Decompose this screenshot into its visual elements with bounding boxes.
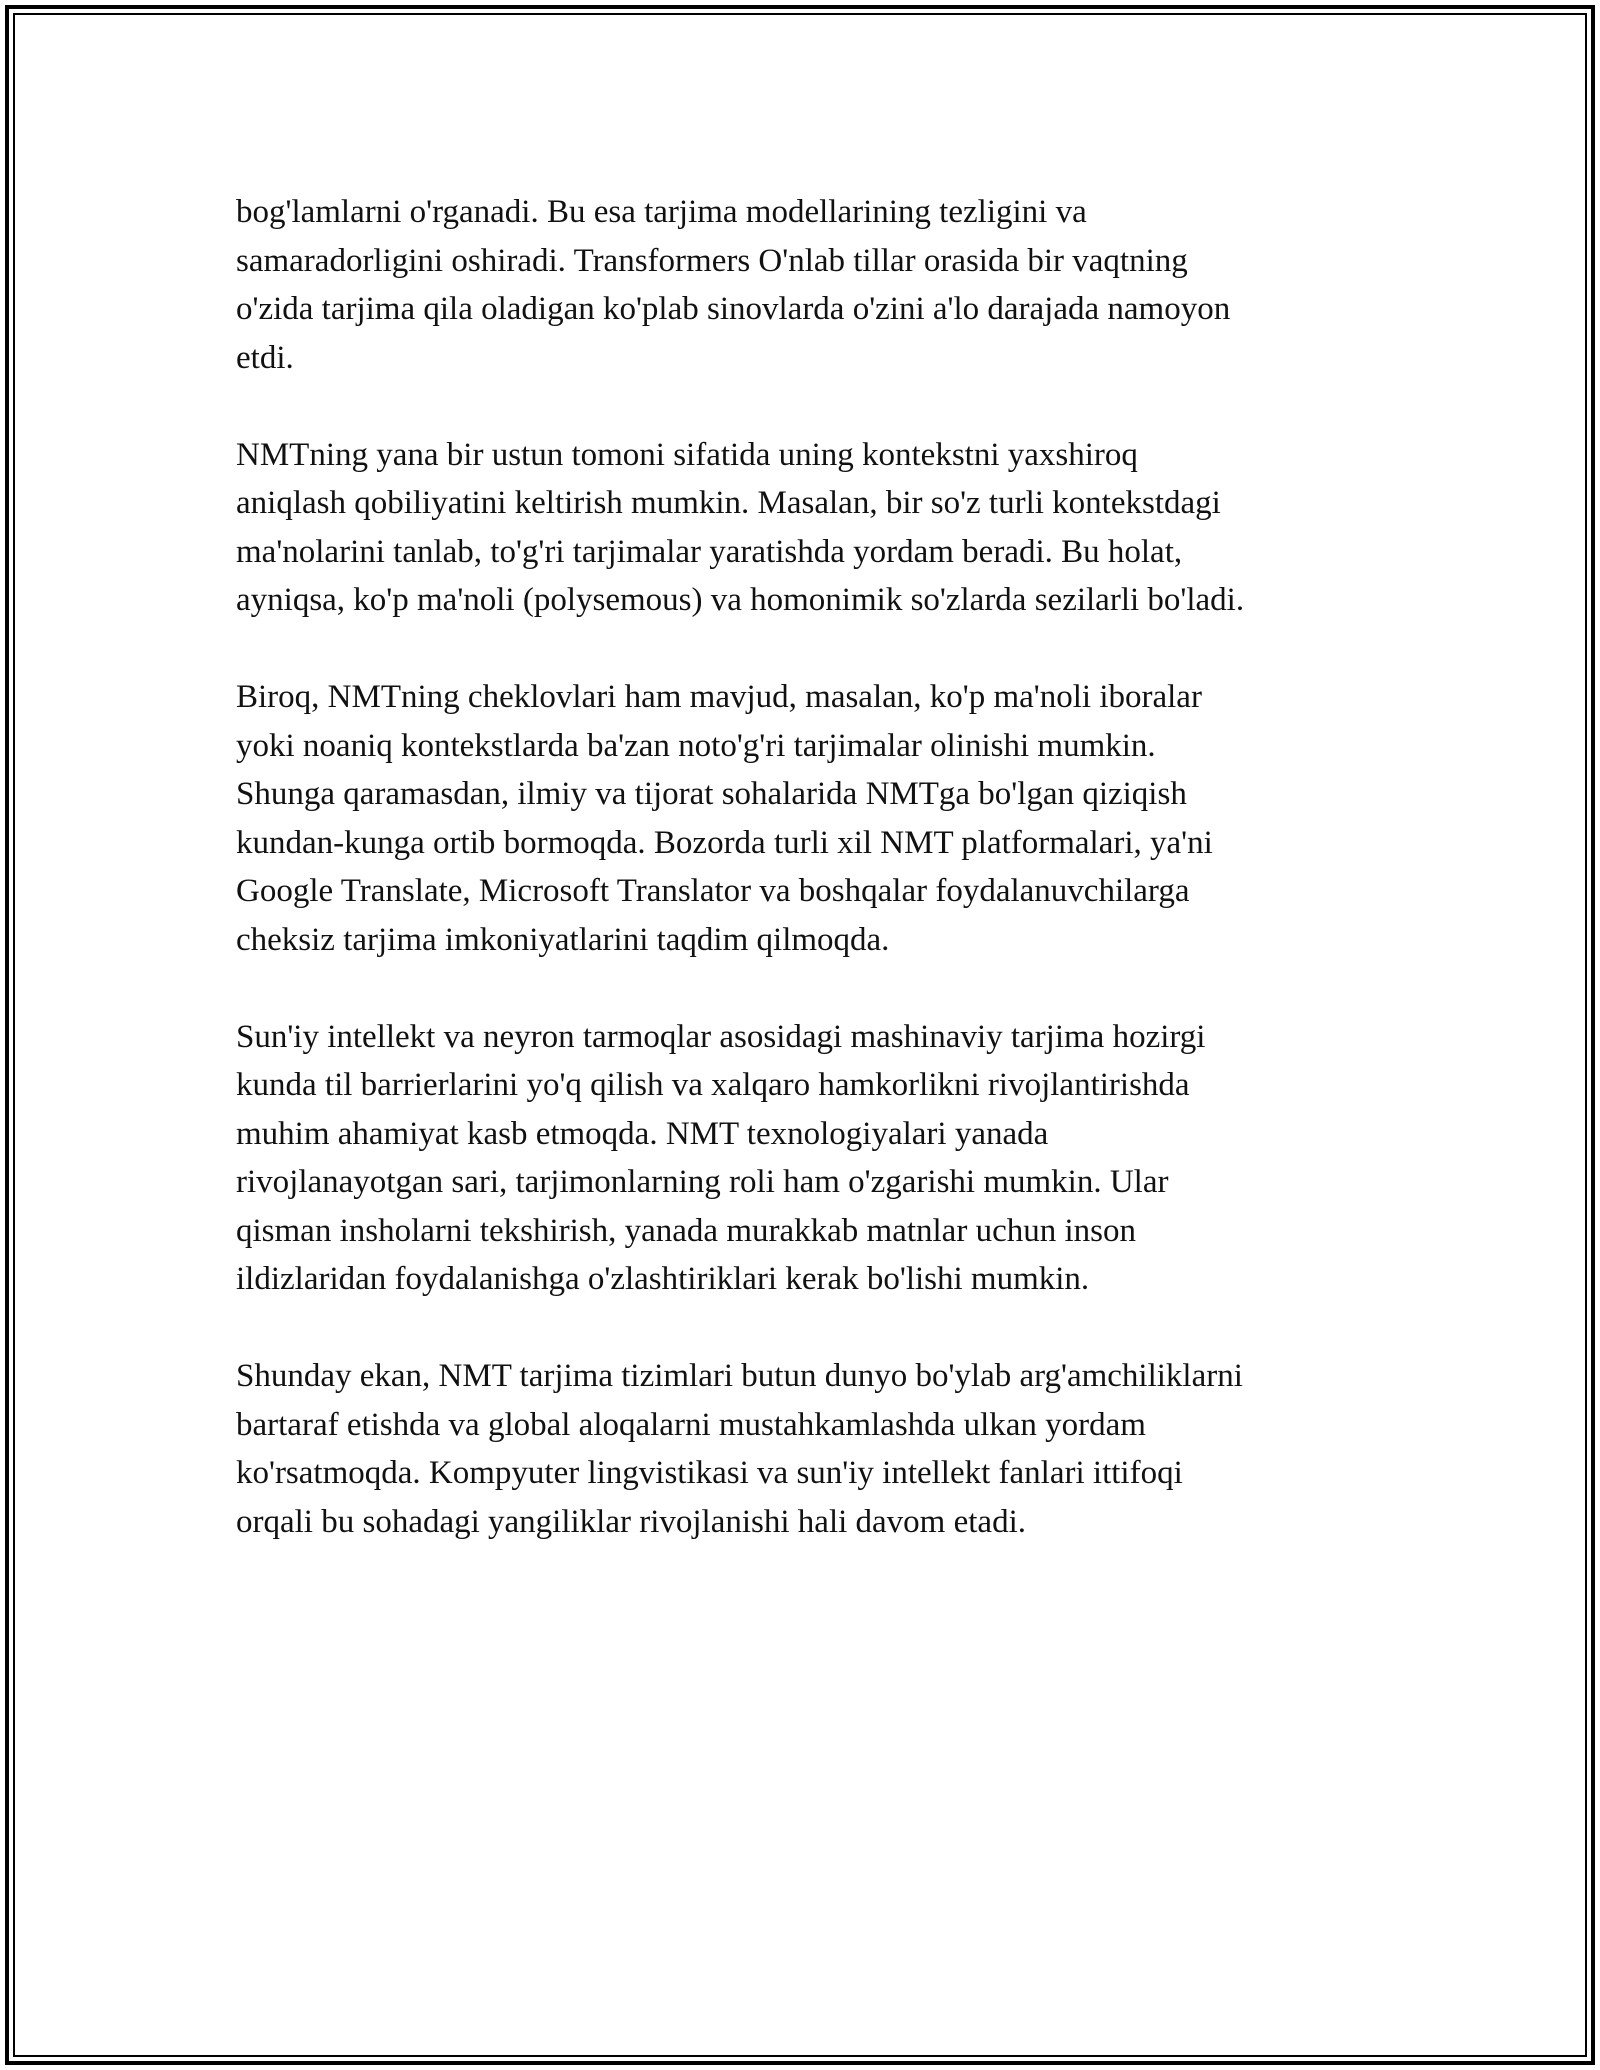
- paragraph-5: Shunday ekan, NMT tarjima tizimlari butun dunyo bo'ylab arg'amchiliklarni bartaraf etishda va global aloqalarni mustahkamlashda ulkan yordam ko'rsatmoqda. Kompyuter lingvistikasi va sun'iy intellekt fanlari ittifoqi orqali bu sohadagi yangiliklar rivojlanishi hali davom etadi.: [236, 1358, 1243, 1540]
- paragraph-1: bog'lamlarni o'rganadi. Bu esa tarjima modellarining tezligini va samaradorligini oshiradi. Transformers O'nlab tillar orasida bir vaqtning o'zida tarjima qila oladigan ko'plab sinovlarda o'zini a'lo darajada namoyon etdi.: [236, 194, 1231, 376]
- document-body: [236, 188, 1376, 1595]
- paragraph-2: NMTning yana bir ustun tomoni sifatida uning kontekstni yaxshiroq aniqlash qobiliyatini keltirish mumkin. Masalan, bir so'z turli kontekstdagi ma'nolarini tanlab, to'g'ri tarjimalar yaratishda yordam beradi. Bu holat, ayniqsa, ko'p ma'noli (polysemous) va homonimik so'zlarda sezilarli bo'ladi.: [236, 436, 1245, 618]
- paragraph-3: Biroq, NMTning cheklovlari ham mavjud, masalan, ko'p ma'noli iboralar yoki noaniq kontekstlarda ba'zan noto'g'ri tarjimalar olinishi mumkin. Shunga qaramasdan, ilmiy va tijorat sohalarida NMTga bo'lgan qiziqish kundan-kunga ortib bormoqda. Bozorda turli xil NMT platformalari, ya'ni Google Translate, Microsoft Translator va boshqalar foydalanuvchilarga cheksiz tarjima imkoniyatlarini taqdim qilmoqda.: [236, 679, 1213, 958]
- paragraph-4: Sun'iy intellekt va neyron tarmoqlar asosidagi mashinaviy tarjima hozirgi kunda til barrierlarini yo'q qilish va xalqaro hamkorlikni rivojlantirishda muhim ahamiyat kasb etmoqda. NMT texnologiyalari yanada rivojlanayotgan sari, tarjimonlarning roli ham o'zgarishi mumkin. Ular qisman insholarni tekshirish, yanada murakkab matnlar uchun inson ildizlaridan foydalanishga o'zlashtiriklari kerak bo'lishi mumkin.: [236, 1018, 1206, 1297]
